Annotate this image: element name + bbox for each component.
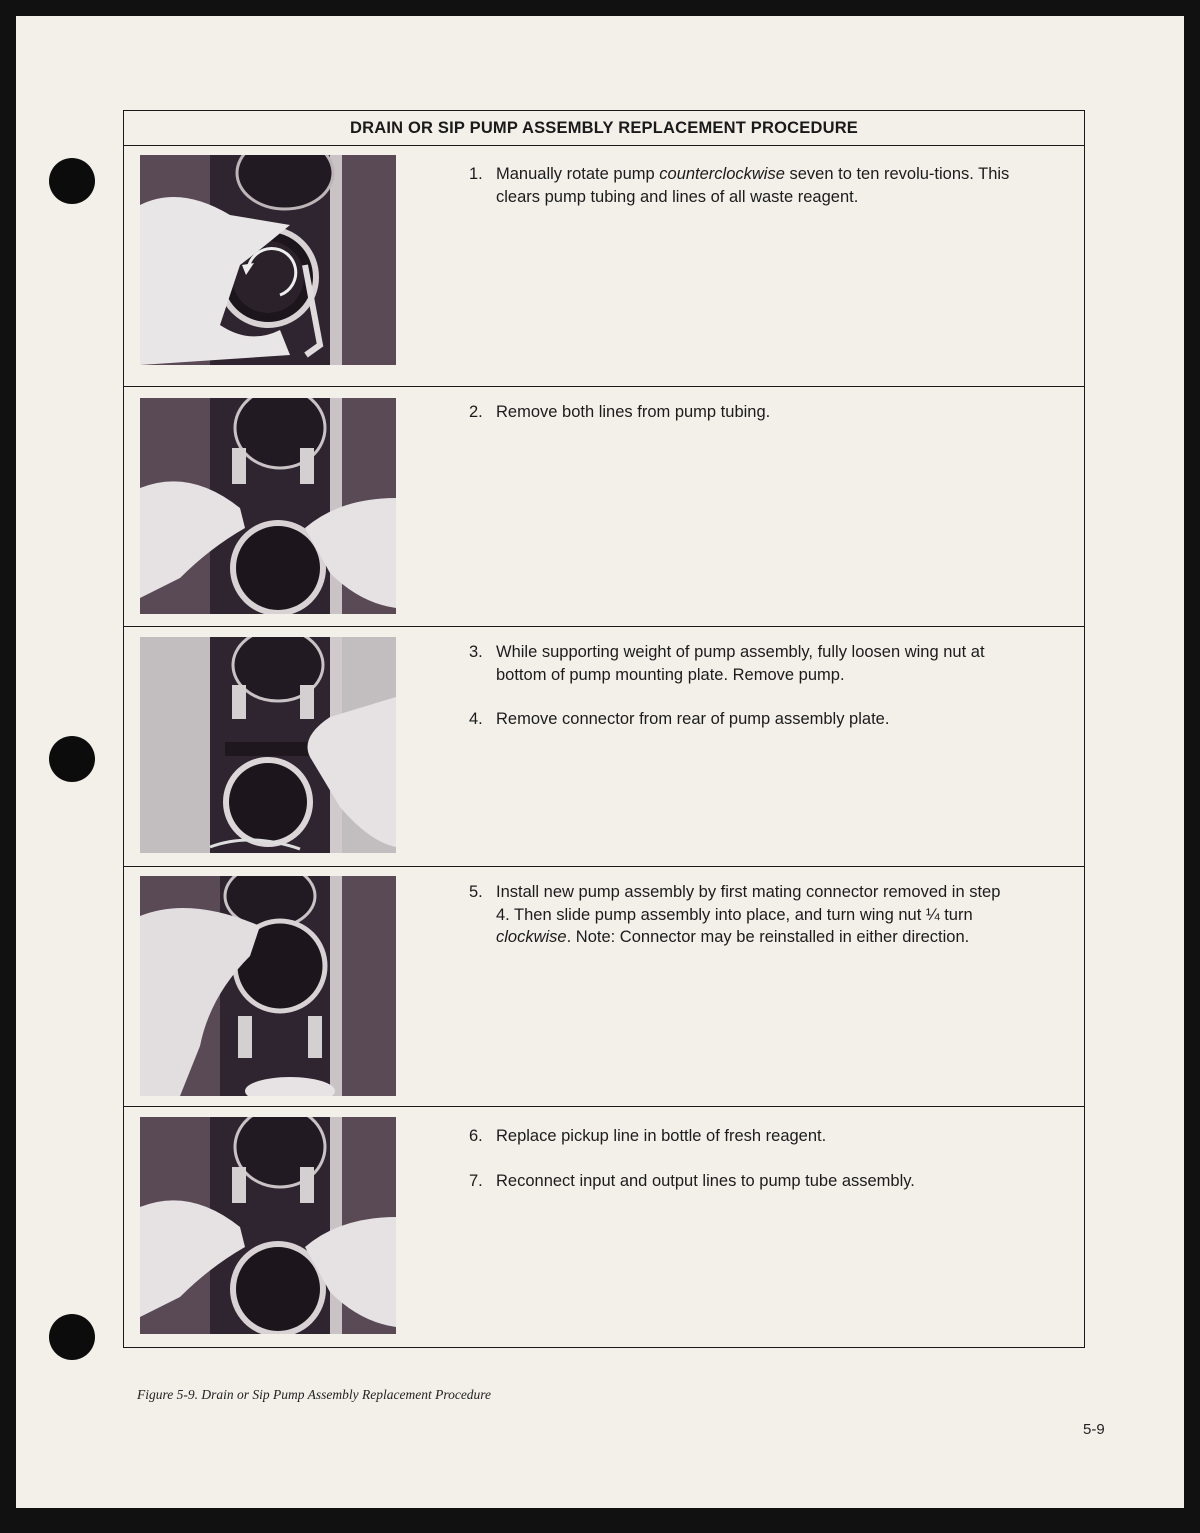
procedure-row-1 — [124, 145, 1084, 386]
remove-lines-photo — [140, 398, 396, 614]
procedure-row-3 — [124, 626, 1084, 866]
step-6: 6. Replace pickup line in bottle of fresh reagent. — [469, 1127, 827, 1145]
install-pump-photo — [140, 876, 396, 1096]
manual-page — [16, 16, 1184, 1508]
step-list-4 — [469, 881, 1014, 971]
step-4: 4. Remove connector from rear of pump assembly plate. — [469, 710, 890, 728]
procedure-row-5 — [124, 1106, 1084, 1347]
figure-caption: Figure 5-9. Drain or Sip Pump Assembly Replacement Procedure — [137, 1387, 492, 1402]
step-3: 3. While supporting weight of pump assembly, fully loosen wing nut at bottom of pump mounting plate. Remove pump. — [469, 643, 985, 684]
step-list-5 — [469, 1125, 1014, 1214]
binder-hole-middle — [49, 736, 95, 782]
step-list-3 — [469, 641, 1014, 753]
step-2: 2. Remove both lines from pump tubing. — [469, 403, 771, 421]
procedure-table — [123, 110, 1085, 1348]
loosen-wing-nut-photo — [140, 637, 396, 853]
step-1: 1. Manually rotate pump counterclockwise seven to ten revolu-tions. This clears pump tubing and lines of all waste reagent. — [469, 165, 1010, 206]
step-7: 7. Reconnect input and output lines to pump tube assembly. — [469, 1171, 915, 1190]
binder-hole-top — [49, 158, 95, 204]
step-5: 5. Install new pump assembly by first mating connector removed in step 4. Then slide pump assembly into place, and turn wing nut ¼ turn clockwise. Note: Connector may be reinstalled in either direction. — [469, 883, 1001, 946]
step-list-1 — [469, 163, 1014, 230]
binder-hole-bottom — [49, 1314, 95, 1360]
procedure-row-4 — [124, 866, 1084, 1106]
procedure-row-2 — [124, 386, 1084, 626]
pump-rotate-photo — [140, 155, 396, 365]
procedure-title: DRAIN OR SIP PUMP ASSEMBLY REPLACEMENT PROCEDURE — [124, 111, 1084, 146]
page-number: 5-9 — [1083, 1421, 1105, 1438]
step-list-2 — [469, 401, 1014, 446]
reconnect-lines-photo — [140, 1117, 396, 1334]
